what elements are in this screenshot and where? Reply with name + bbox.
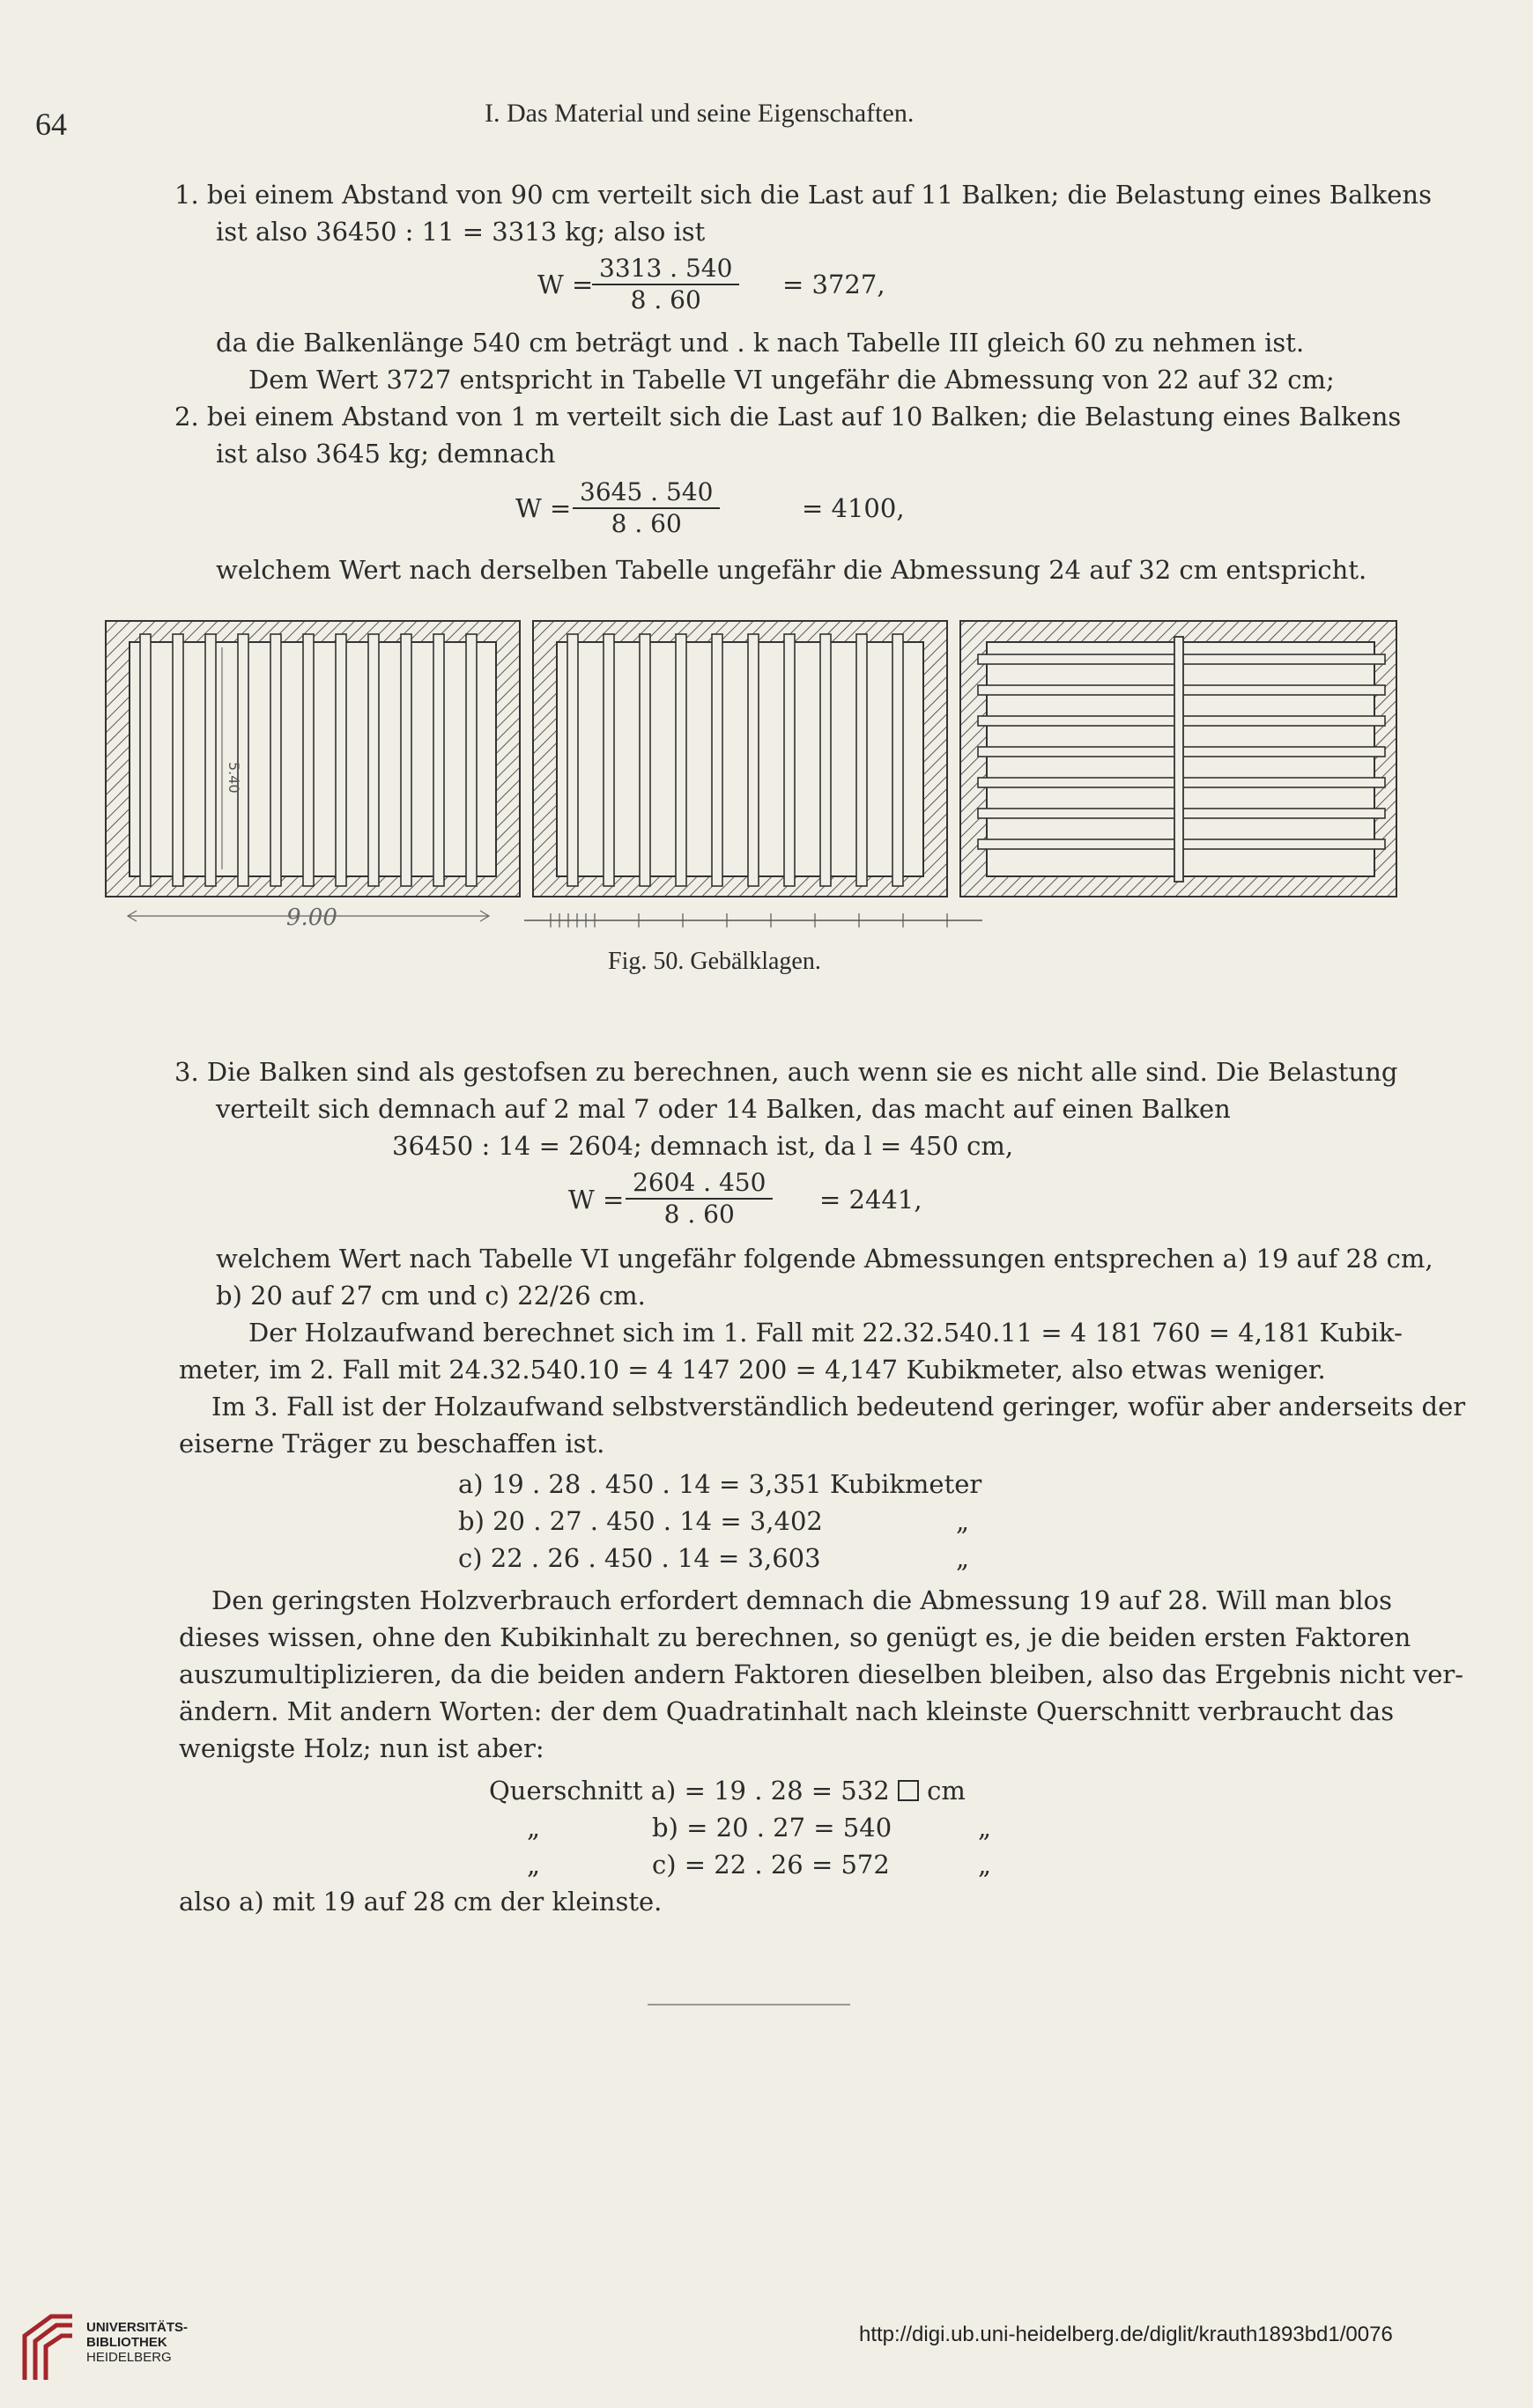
text-line: Der Holzaufwand berechnet sich im 1. Fall mit 22.32.540.11 = 4 181 760 = 4,181 Kubik- — [248, 1318, 1403, 1348]
text-line: dieses wissen, ohne den Kubikinhalt zu berechnen, so genügt es, je die beiden ersten Faktoren — [179, 1622, 1411, 1652]
library-logo-icon — [18, 2309, 79, 2385]
running-head: I. Das Material und seine Eigenschaften. — [485, 99, 915, 128]
text-line: da die Balkenlänge 540 cm beträgt und . k nach Tabelle III gleich 60 zu nehmen ist. — [216, 328, 1305, 358]
text-line: ändern. Mit andern Worten: der dem Quadratinhalt nach kleinste Querschnitt verbraucht das — [179, 1696, 1395, 1726]
plan-2-frame — [533, 621, 947, 897]
text-line: 2. bei einem Abstand von 1 m verteilt sich die Last auf 10 Balken; die Belastung eines Balkens — [174, 402, 1402, 432]
text-line: Im 3. Fall ist der Holzaufwand selbstverständlich bedeutend geringer, wofür aber anderseits der — [211, 1392, 1466, 1422]
text-line: 36450 : 14 = 2604; demnach ist, da l = 450 cm, — [392, 1131, 1014, 1161]
library-logo-text — [86, 2320, 188, 2365]
ditto-mark: „ — [527, 1813, 541, 1843]
fraction-numerator: 2604 . 450 — [626, 1168, 773, 1200]
page-number: 64 — [35, 107, 67, 142]
cross-section-text: Querschnitt a) = 19 . 28 = 532 — [489, 1776, 890, 1806]
logo-line: HEIDELBERG — [86, 2350, 172, 2365]
fraction-denominator: 8 . 60 — [611, 509, 682, 538]
dimension-line — [128, 905, 489, 931]
calc-line: b) 20 . 27 . 450 . 14 = 3,402 — [458, 1506, 823, 1536]
figure-caption: Fig. 50. Gebälklagen. — [608, 948, 821, 975]
ditto-mark: „ — [527, 1850, 541, 1880]
ditto-mark: „ — [978, 1813, 992, 1843]
unit-label: cm — [927, 1776, 966, 1806]
equation-fraction — [626, 1168, 773, 1230]
equation-lhs: W = — [568, 1185, 625, 1215]
equation-lhs: W = — [515, 493, 572, 523]
equation-rhs: = 4100, — [802, 493, 905, 523]
text-line: verteilt sich demnach auf 2 mal 7 oder 14 Balken, das macht auf einen Balken — [216, 1094, 1231, 1124]
fraction-numerator: 3645 . 540 — [573, 477, 720, 509]
calc-line: c) 22 . 26 . 450 . 14 = 3,603 — [458, 1543, 821, 1573]
source-url-link[interactable]: http://digi.ub.uni-heidelberg.de/diglit/krauth1893bd1/0076 — [859, 2323, 1393, 2346]
text-line: meter, im 2. Fall mit 24.32.540.10 = 4 147 200 = 4,147 Kubikmeter, also etwas weniger. — [179, 1355, 1326, 1385]
text-line: Den geringsten Holzverbrauch erfordert demnach die Abmessung 19 auf 28. Will man blos — [211, 1585, 1392, 1615]
equation-lhs: W = — [537, 270, 594, 299]
ditto-mark: „ — [978, 1850, 992, 1880]
handwritten-label: 9.00 — [286, 905, 337, 931]
scale-bar — [524, 913, 982, 927]
figure-beam-layouts — [101, 612, 1405, 947]
cross-section-line: c) = 22 . 26 = 572 — [652, 1850, 890, 1880]
cross-section-line — [489, 1772, 966, 1809]
text-line: 1. bei einem Abstand von 90 cm verteilt sich die Last auf 11 Balken; die Belastung eines Balkens — [174, 180, 1432, 210]
text-line: welchem Wert nach Tabelle VI ungefähr folgende Abmessungen entsprechen a) 19 auf 28 cm, — [216, 1244, 1433, 1274]
equation-fraction — [573, 477, 720, 539]
text-line: also a) mit 19 auf 28 cm der kleinste. — [179, 1887, 663, 1917]
dimension-label: 5.40 — [226, 762, 242, 794]
text-line: eiserne Träger zu beschaffen ist. — [179, 1429, 605, 1459]
fraction-denominator: 8 . 60 — [630, 285, 701, 314]
equation-rhs: = 2441, — [819, 1185, 922, 1215]
fraction-numerator: 3313 . 540 — [592, 254, 739, 285]
equation-rhs: = 3727, — [782, 270, 885, 299]
logo-line: BIBLIOTHEK — [86, 2335, 167, 2350]
ditto-mark: „ — [956, 1506, 970, 1536]
fraction-denominator: 8 . 60 — [663, 1200, 735, 1229]
calc-line: a) 19 . 28 . 450 . 14 = 3,351 Kubikmeter — [458, 1469, 982, 1499]
text-line: 3. Die Balken sind als gestofsen zu berechnen, auch wenn sie es nicht alle sind. Die Belastung — [174, 1057, 1398, 1087]
text-line: ist also 36450 : 11 = 3313 kg; also ist — [216, 217, 706, 247]
square-symbol-icon — [898, 1780, 919, 1801]
text-line: b) 20 auf 27 cm und c) 22/26 cm. — [216, 1281, 646, 1311]
ditto-mark: „ — [956, 1543, 970, 1573]
end-rule — [648, 2004, 850, 2005]
text-line: Dem Wert 3727 entspricht in Tabelle VI ungefähr die Abmessung von 22 auf 32 cm; — [248, 365, 1335, 395]
text-line: wenigste Holz; nun ist aber: — [179, 1733, 544, 1763]
text-line: ist also 3645 kg; demnach — [216, 439, 556, 469]
logo-line: UNIVERSITÄTS- — [86, 2320, 189, 2335]
text-line: auszumultiplizieren, da die beiden andern Faktoren dieselben bleiben, also das Ergebnis nicht ver- — [179, 1659, 1464, 1689]
text-line: welchem Wert nach derselben Tabelle ungefähr die Abmessung 24 auf 32 cm entspricht. — [216, 555, 1367, 585]
equation-fraction — [592, 254, 739, 315]
cross-section-line: b) = 20 . 27 = 540 — [652, 1813, 892, 1843]
